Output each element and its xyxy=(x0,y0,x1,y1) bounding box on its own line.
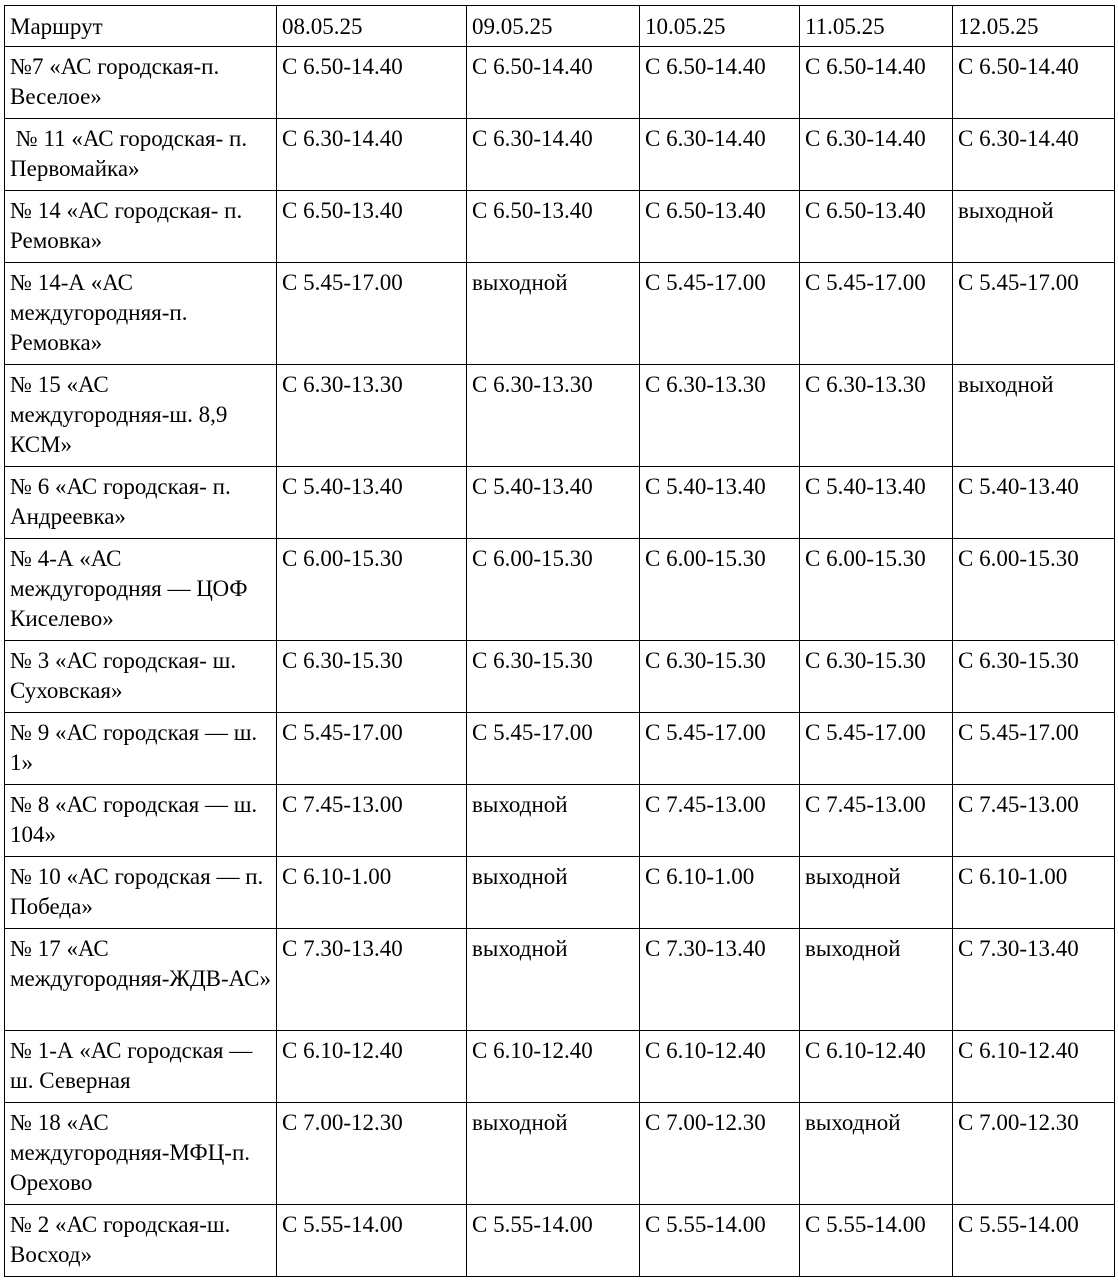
table-row xyxy=(5,1103,1115,1205)
time-cell: С 6.10-12.40 xyxy=(800,1031,953,1103)
time-cell: С 6.30-14.40 xyxy=(640,119,800,191)
time-cell: С 5.45-17.00 xyxy=(953,263,1115,365)
table-row xyxy=(5,47,1115,119)
time-cell: выходной xyxy=(953,365,1115,467)
time-cell: С 6.30-15.30 xyxy=(467,641,640,713)
time-cell: С 6.50-14.40 xyxy=(953,47,1115,119)
route-cell: № 18 «АС междугородняя-МФЦ-п. Орехово xyxy=(5,1103,277,1205)
time-cell: С 6.00-15.30 xyxy=(467,539,640,641)
time-cell: С 6.50-14.40 xyxy=(640,47,800,119)
header-date: 08.05.25 xyxy=(277,6,467,47)
header-route: Маршрут xyxy=(5,6,277,47)
time-cell: С 5.40-13.40 xyxy=(467,467,640,539)
time-cell: С 7.30-13.40 xyxy=(953,929,1115,1031)
time-cell: С 6.30-13.30 xyxy=(640,365,800,467)
time-cell: С 7.45-13.00 xyxy=(953,785,1115,857)
time-cell: выходной xyxy=(467,785,640,857)
route-cell: № 4-А «АС междугородняя — ЦОФ Киселево» xyxy=(5,539,277,641)
table-row xyxy=(5,857,1115,929)
time-cell: С 5.55-14.00 xyxy=(953,1205,1115,1277)
time-cell: С 7.30-13.40 xyxy=(277,929,467,1031)
time-cell: С 6.10-12.40 xyxy=(953,1031,1115,1103)
table-row xyxy=(5,641,1115,713)
time-cell: С 6.50-14.40 xyxy=(467,47,640,119)
time-cell: С 6.00-15.30 xyxy=(640,539,800,641)
time-cell: С 6.50-14.40 xyxy=(277,47,467,119)
table-row xyxy=(5,191,1115,263)
time-cell: выходной xyxy=(467,857,640,929)
time-cell: С 7.00-12.30 xyxy=(953,1103,1115,1205)
route-cell: № 14-А «АС междугородняя-п. Ремовка» xyxy=(5,263,277,365)
header-date: 10.05.25 xyxy=(640,6,800,47)
time-cell: выходной xyxy=(467,929,640,1031)
time-cell: С 7.30-13.40 xyxy=(640,929,800,1031)
table-row xyxy=(5,365,1115,467)
time-cell: С 5.45-17.00 xyxy=(640,263,800,365)
time-cell: С 5.55-14.00 xyxy=(467,1205,640,1277)
route-cell: № 2 «АС городская-ш. Восход» xyxy=(5,1205,277,1277)
time-cell: выходной xyxy=(467,263,640,365)
table-row xyxy=(5,539,1115,641)
time-cell: выходной xyxy=(467,1103,640,1205)
time-cell: С 5.55-14.00 xyxy=(640,1205,800,1277)
schedule-table xyxy=(4,5,1115,1277)
time-cell: С 6.30-14.40 xyxy=(467,119,640,191)
route-cell: № 17 «АС междугородняя-ЖДВ-АС» xyxy=(5,929,277,1031)
time-cell: С 6.30-13.30 xyxy=(467,365,640,467)
time-cell: С 5.55-14.00 xyxy=(277,1205,467,1277)
table-row xyxy=(5,929,1115,1031)
time-cell: С 5.55-14.00 xyxy=(800,1205,953,1277)
time-cell: С 5.45-17.00 xyxy=(277,263,467,365)
time-cell: выходной xyxy=(800,929,953,1031)
time-cell: С 6.50-13.40 xyxy=(277,191,467,263)
time-cell: С 6.30-15.30 xyxy=(640,641,800,713)
time-cell: С 6.10-1.00 xyxy=(640,857,800,929)
time-cell: С 5.40-13.40 xyxy=(800,467,953,539)
time-cell: С 6.10-12.40 xyxy=(640,1031,800,1103)
time-cell: С 5.45-17.00 xyxy=(953,713,1115,785)
time-cell: С 6.30-15.30 xyxy=(953,641,1115,713)
time-cell: С 5.45-17.00 xyxy=(467,713,640,785)
table-row xyxy=(5,1031,1115,1103)
table-row xyxy=(5,785,1115,857)
route-cell: № 6 «АС городская- п. Андреевка» xyxy=(5,467,277,539)
time-cell: С 7.45-13.00 xyxy=(800,785,953,857)
header-date: 09.05.25 xyxy=(467,6,640,47)
time-cell: С 5.45-17.00 xyxy=(640,713,800,785)
time-cell: выходной xyxy=(800,857,953,929)
table-row xyxy=(5,713,1115,785)
header-date: 12.05.25 xyxy=(953,6,1115,47)
time-cell: С 5.40-13.40 xyxy=(640,467,800,539)
time-cell: С 5.40-13.40 xyxy=(277,467,467,539)
time-cell: С 6.30-13.30 xyxy=(800,365,953,467)
route-cell: № 1-А «АС городская — ш. Северная xyxy=(5,1031,277,1103)
time-cell: С 6.00-15.30 xyxy=(953,539,1115,641)
time-cell: С 6.10-1.00 xyxy=(277,857,467,929)
time-cell: С 6.30-14.40 xyxy=(277,119,467,191)
time-cell: С 5.45-17.00 xyxy=(800,713,953,785)
time-cell: выходной xyxy=(800,1103,953,1205)
time-cell: выходной xyxy=(953,191,1115,263)
route-cell: № 9 «АС городская — ш. 1» xyxy=(5,713,277,785)
time-cell: С 6.00-15.30 xyxy=(800,539,953,641)
time-cell: С 6.10-12.40 xyxy=(467,1031,640,1103)
time-cell: С 5.40-13.40 xyxy=(953,467,1115,539)
time-cell: С 5.45-17.00 xyxy=(800,263,953,365)
time-cell: С 5.45-17.00 xyxy=(277,713,467,785)
route-cell: № 11 «АС городская- п. Первомайка» xyxy=(5,119,277,191)
time-cell: С 7.00-12.30 xyxy=(277,1103,467,1205)
time-cell: С 7.00-12.30 xyxy=(640,1103,800,1205)
route-cell: № 3 «АС городская- ш. Суховская» xyxy=(5,641,277,713)
time-cell: С 6.50-13.40 xyxy=(800,191,953,263)
time-cell: С 6.10-1.00 xyxy=(953,857,1115,929)
route-cell: № 8 «АС городская — ш. 104» xyxy=(5,785,277,857)
time-cell: С 6.30-15.30 xyxy=(800,641,953,713)
time-cell: С 6.30-15.30 xyxy=(277,641,467,713)
table-row xyxy=(5,467,1115,539)
time-cell: С 6.00-15.30 xyxy=(277,539,467,641)
time-cell: С 6.50-14.40 xyxy=(800,47,953,119)
time-cell: С 6.50-13.40 xyxy=(467,191,640,263)
route-cell: № 10 «АС городская — п. Победа» xyxy=(5,857,277,929)
route-cell: №7 «АС городская-п. Веселое» xyxy=(5,47,277,119)
time-cell: С 7.45-13.00 xyxy=(640,785,800,857)
time-cell: С 6.30-13.30 xyxy=(277,365,467,467)
header-date: 11.05.25 xyxy=(800,6,953,47)
header-row xyxy=(5,6,1115,47)
time-cell: С 6.30-14.40 xyxy=(953,119,1115,191)
time-cell: С 7.45-13.00 xyxy=(277,785,467,857)
route-cell: № 15 «АС междугородняя-ш. 8,9 КСМ» xyxy=(5,365,277,467)
route-cell: № 14 «АС городская- п. Ремовка» xyxy=(5,191,277,263)
time-cell: С 6.50-13.40 xyxy=(640,191,800,263)
table-row xyxy=(5,1205,1115,1277)
time-cell: С 6.10-12.40 xyxy=(277,1031,467,1103)
time-cell: С 6.30-14.40 xyxy=(800,119,953,191)
table-row xyxy=(5,263,1115,365)
table-row xyxy=(5,119,1115,191)
